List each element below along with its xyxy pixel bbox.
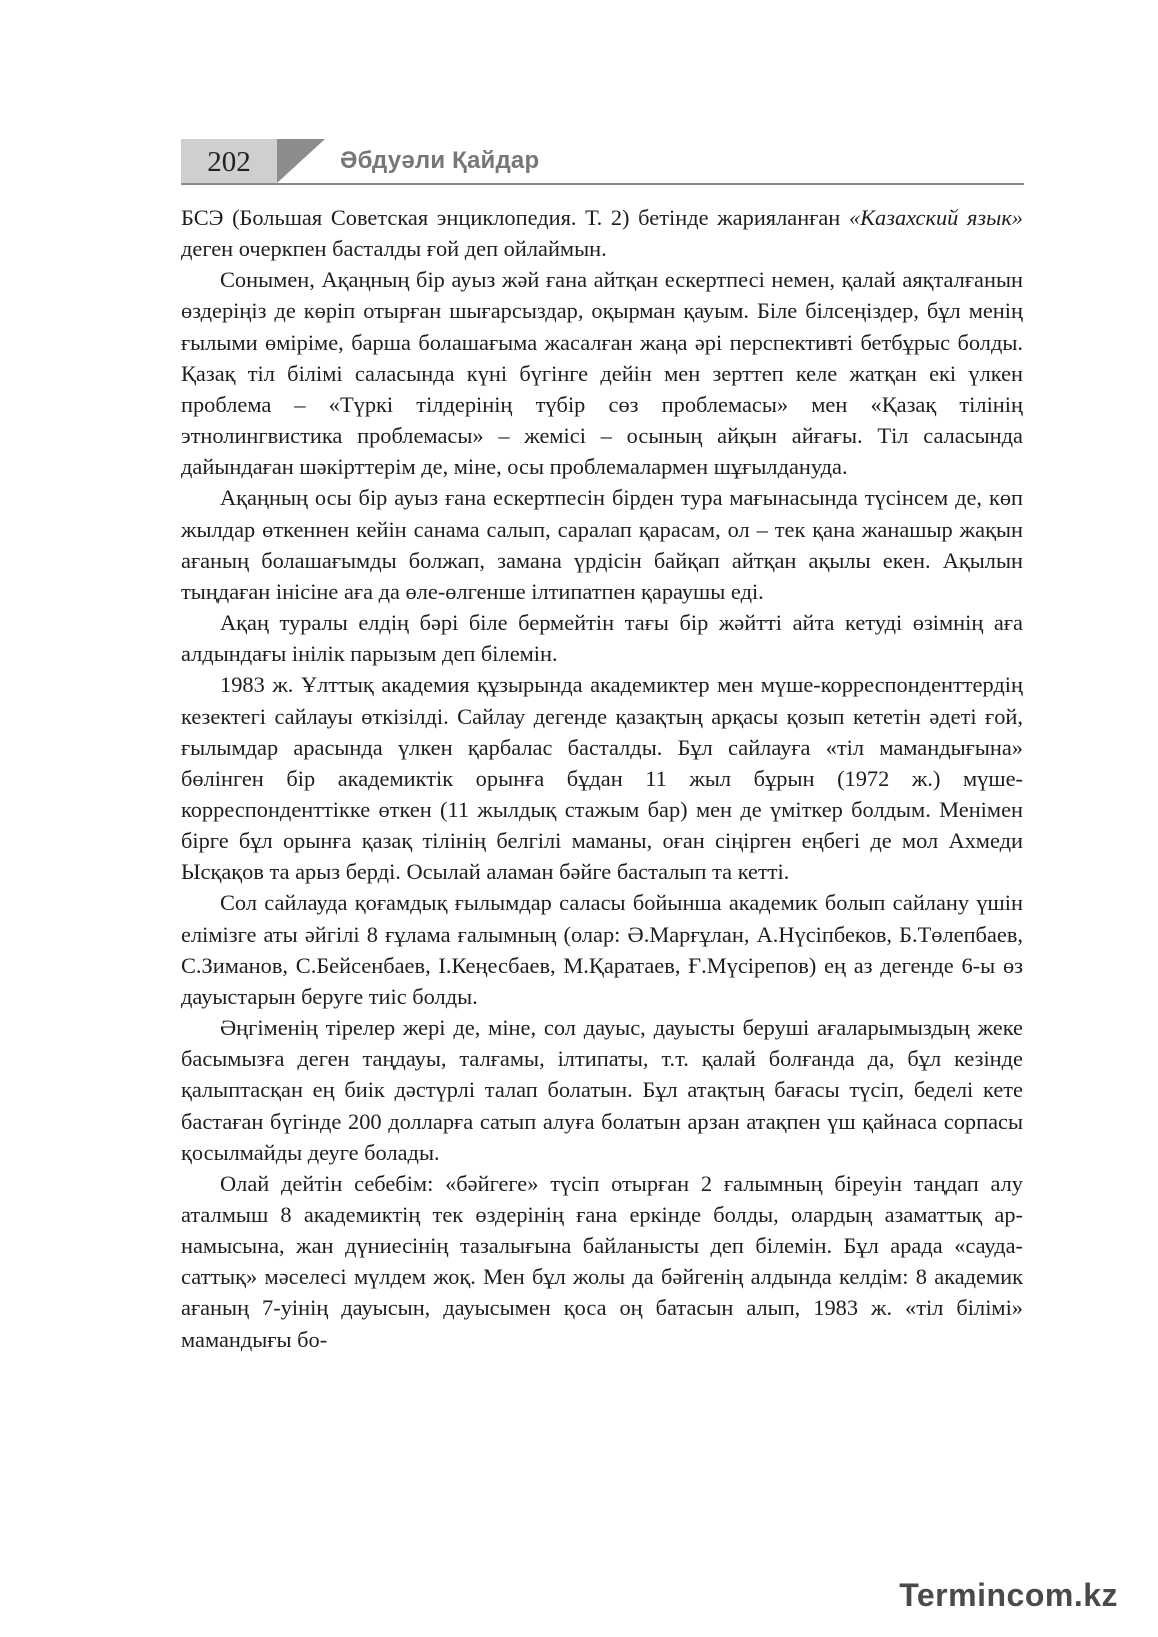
header-tab-wedge bbox=[277, 139, 325, 183]
paragraph-1-end: деген очеркпен басталды ғой деп ойлаймын. bbox=[181, 236, 607, 262]
header-rule bbox=[181, 183, 1024, 185]
paragraph-6: Сол сайлауда қоғамдық ғылымдар саласы бойынша академик болып сайлану үшін елімізге аты әйгілі 8 ғұлама ғалымның (олар: Ә.Марғұлан, А.Нүсіпбеков, Б.Төлепбаев, С.Зиманов, С.Бейсенбаев, І.Кеңесбаев, М.Қаратаев, Ғ.Мүсірепов) ең аз дегенде 6-ы өз дауыстарын беруге тиіс болды. bbox=[181, 890, 1023, 1009]
paragraph-7: Әңгіменің тірелер жері де, міне, сол дауыс, дауысты беруші ағаларымыздың жеке басымызға деген таңдауы, талғамы, ілтипаты, т.т. қалай болғанда да, бұл кезінде қалыптасқан ең биік дәстүрлі талап болатын. Бұл атақтың бағасы түсіп, беделі кете бастаған бүгінде 200 долларға сатып алуға болатын арзан атақпен үш қайнаса сорпасы қосылмайды деуге болады. bbox=[181, 1015, 1023, 1165]
paragraph-5: 1983 ж. Ұлттық академия құзырында академиктер мен мүше-корреспонденттердің кезектегі сайлауы өткізілді. Сайлау дегенде қазақтың арқасы қозып кететін әдеті ғой, ғылымдар арасында үлкен қарбалас басталды. Бұл сайлауға «тіл мамандығына» бөлінген бір академиктік орынға бұдан 11 жыл бұрын (1972 ж.) мүше-корреспонденттікке өткен (11 жылдық стажым бар) мен де үміткер болдым. Менімен бірге бұл орынға қазақ тілінің белгілі маманы, оған сіңірген еңбегі де мол Ахмеди Ысқақов та арыз берді. Осылай аламан бәйге басталып та кетті. bbox=[181, 672, 1023, 885]
paragraph-3: Ақаңның осы бір ауыз ғана ескертпесін бірден тура мағынасында түсінсем де, көп жылдар өткеннен кейін санама салып, саралап қарасам, ол – тек қана жанашыр жақын ағаның болашағымды болжап, замана үрдісін байқап айтқан ақылы екен. Ақылын тыңдаған інісіне аға да өле-өлгенше ілтипатпен қараушы еді. bbox=[181, 485, 1023, 604]
paragraph-1-start: БСЭ (Большая Советская энциклопедия. Т. 2) бетінде жарияланған bbox=[181, 205, 849, 230]
paragraph-1 bbox=[181, 202, 1023, 264]
watermark-text: Termincom.kz bbox=[899, 1577, 1118, 1613]
body-text bbox=[181, 202, 1023, 1355]
paragraph-1-italic-title: «Казахский язык» bbox=[848, 205, 1023, 230]
running-header-author: Әбдуәли Қайдар bbox=[340, 147, 540, 174]
paragraph-8: Олай дейтін себебім: «бәйгеге» түсіп отырған 2 ғалымның біреуін таңдап алу аталмыш 8 академиктің тек өздерінің ғана еркінде болды, олардың азаматтық ар-намысына, жан дүниесінің тазалығына байланысты деп білемін. Бұл арада «сауда-саттық» мәселесі мүлдем жоқ. Мен бұл жолы да бәйгенің алдында келдім: 8 академик ағаның 7-уінің дауысын, дауысымен қоса оң батасын алып, 1983 ж. «тіл білімі» мамандығы бо- bbox=[181, 1170, 1023, 1352]
watermark-logo bbox=[899, 1577, 1118, 1614]
page-number: 202 bbox=[207, 146, 251, 178]
paragraph-4: Ақаң туралы елдің бәрі біле бермейтін тағы бір жәйтті айта кетуді өзімнің аға алдындағы інілік парызым деп білемін. bbox=[181, 610, 1023, 667]
running-header bbox=[0, 0, 1158, 200]
paragraph-2: Сонымен, Ақаңның бір ауыз жәй ғана айтқан ескертпесі немен, қалай аяқталғанын өздеріңіз де көріп отырған шығарсыздар, оқырман қауым. Біле білсеңіздер, бұл менің ғылыми өміріме, барша болашағыма жасалған жаңа әрі перспективті бетбұрыс болды. Қазақ тіл білімі саласында күні бүгінге дейін мен зерттеп келе жатқан екі үлкен проблема – «Түркі тілдерінің түбір сөз проблемасы» мен «Қазақ тілінің этнолингвистика проблемасы» – жемісі – осының айқын айғағы. Тіл саласында дайындаған шәкірттерім де, міне, осы проблемалармен шұғылдануда. bbox=[181, 267, 1023, 480]
